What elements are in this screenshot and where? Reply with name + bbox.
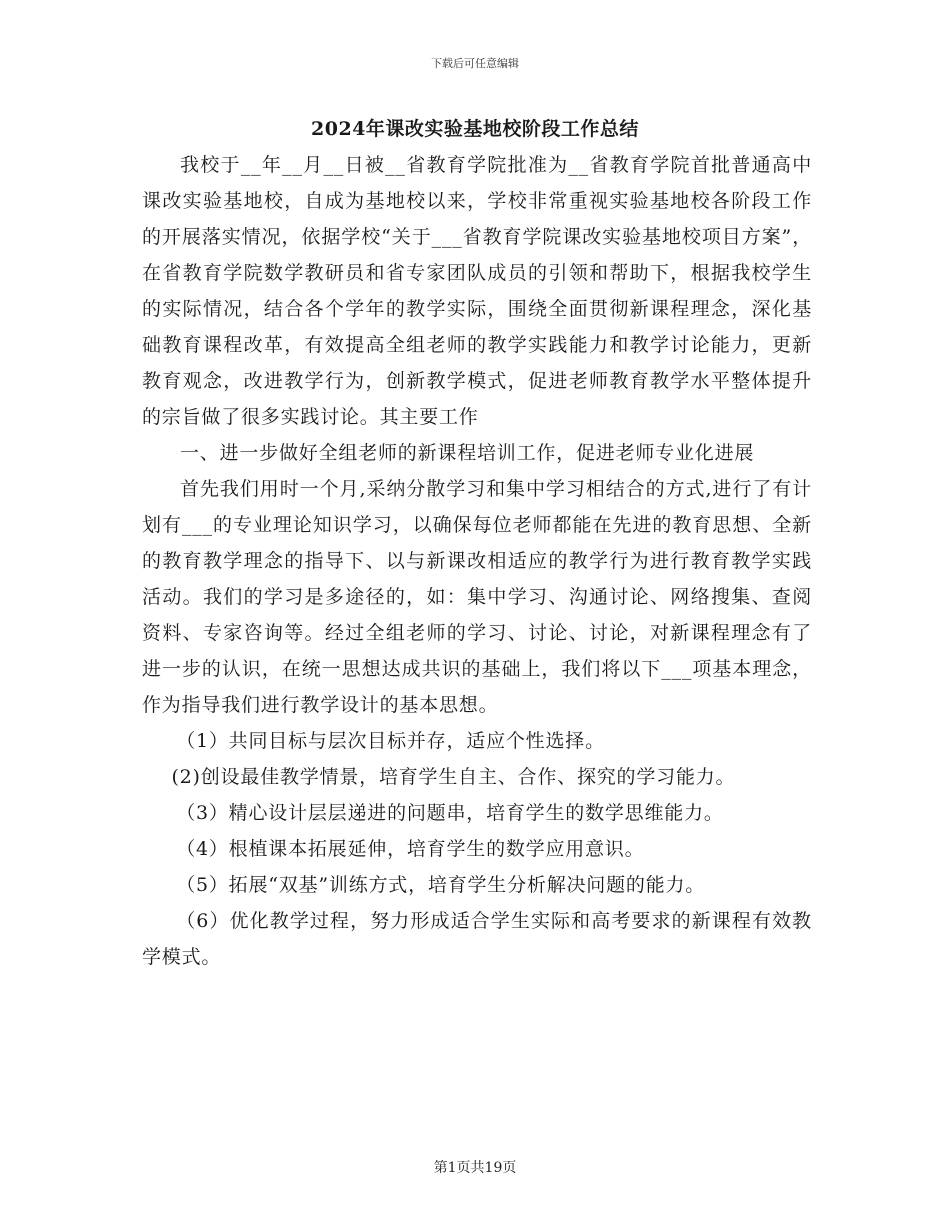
document-title: 2024年课改实验基地校阶段工作总结	[311, 118, 639, 140]
principle-item: （5）拓展“双基”训练方式，培育学生分析解决问题的能力。	[176, 874, 706, 896]
intro-paragraph: 我校于__年__月__日被__省教育学院批准为__省教育学院首批普通高中课改实验基地校，自成为基地校以来，学校非常重视实验基地校各阶段工作的开展落实情况，依据学校“关于___省教育学院课改实验基地校项目方案”，在省教育学院数学教研员和省专家团队成员的引领和帮助下，根据我校学生的实际情况，结合各个学年的教学实际，围绕全面贯彻新课程理念，深化基础教育课程改革，有效提高全组老师的教学实践能力和教学讨论能力，更新教育观念，改进教学行为，创新教学模式，促进老师教育教学水平整体提升的宗旨做了很多实践讨论。其主要工作	[142, 154, 812, 428]
principle-item: （4）根植课本拓展延伸，培育学生的数学应用意识。	[176, 838, 645, 860]
page-footer: 第1页共19页	[433, 1160, 517, 1176]
training-paragraph: 首先我们用时一个月,采纳分散学习和集中学习相结合的方式,进行了有计划有___的专业理论知识学习，以确保每位老师都能在先进的教育思想、全新的教育教学理念的指导下、以与新课改相适应的教学行为进行教育教学实践活动。我们的学习是多途径的，如：集中学习、沟通讨论、网络搜集、查阅资料、专家咨询等。经过全组老师的学习、讨论、讨论，对新课程理念有了进一步的认识，在统一思想达成共识的基础上，我们将以下___项基本理念，作为指导我们进行教学设计的基本思想。	[142, 478, 812, 716]
document-body	[142, 147, 812, 975]
principle-item: （6）优化教学过程，努力形成适合学生实际和高考要求的新课程有效教学模式。	[142, 910, 812, 968]
header-note: 下载后可任意编辑	[431, 57, 519, 70]
principle-item: (2)创设最佳教学情景，培育学生自主、合作、探究的学习能力。	[171, 766, 736, 788]
principle-item: （3）精心设计层层递进的问题串，培育学生的数学思维能力。	[176, 802, 724, 824]
section-heading: 一、进一步做好全组老师的新课程培训工作，促进老师专业化进展	[180, 442, 755, 464]
principle-item: （1）共同目标与层次目标并存，适应个性选择。	[176, 730, 605, 752]
